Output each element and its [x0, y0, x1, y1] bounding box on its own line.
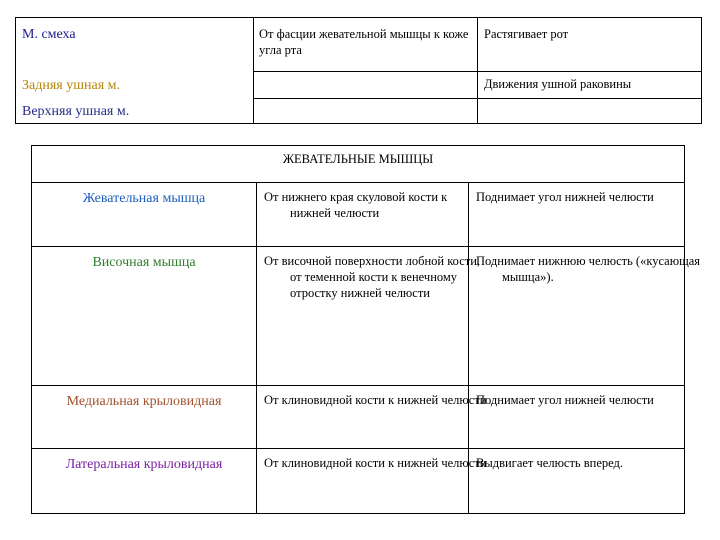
table-border [31, 182, 685, 183]
upper-border [253, 17, 254, 124]
muscle-name: Жевательная мышца [82, 191, 206, 206]
table-border [31, 246, 685, 247]
table-border [31, 385, 685, 386]
muscle-name: Верхняя ушная м. [22, 104, 130, 119]
upper-border [15, 17, 16, 124]
upper-border [15, 17, 253, 18]
muscle-name: М. смеха [22, 27, 76, 42]
muscle-action: Движения ушной раковины [484, 77, 632, 91]
upper-border [15, 123, 253, 124]
muscle-action: Поднимает угол нижней челюсти [476, 393, 654, 407]
table-border [31, 448, 685, 449]
muscle-name: Медиальная крыловидная [66, 394, 222, 409]
table-title: ЖЕВАТЕЛЬНЫЕ МЫШЦЫ [282, 152, 434, 166]
muscle-origin: От фасции жевательной мышцы к коже угла рта [259, 27, 469, 57]
muscle-action: Растягивает рот [484, 27, 569, 41]
muscle-origin: От нижнего края скуловой кости к нижней челюсти [264, 190, 448, 220]
muscle-action: Поднимает нижнюю челюсть («кусающая мышца»). [476, 254, 700, 284]
table-border [256, 182, 257, 514]
muscle-name: Латеральная крыловидная [65, 457, 223, 472]
table-border [31, 513, 685, 514]
muscle-origin: От клиновидной кости к нижней челюсти [264, 456, 487, 470]
muscle-name: Задняя ушная м. [22, 78, 121, 93]
table-border [31, 145, 685, 146]
muscle-action: Выдвигает челюсть вперед. [476, 456, 624, 470]
muscle-origin: От клиновидной кости к нижней челюсти [264, 393, 487, 407]
upper-border [701, 17, 702, 124]
muscle-action: Поднимает угол нижней челюсти [476, 190, 654, 204]
upper-border [477, 17, 478, 124]
muscle-origin: От височной поверхности лобной кости, от теменной кости к венечному отростку нижней челюсти [264, 254, 481, 300]
muscle-name: Височная мышца [92, 255, 196, 270]
